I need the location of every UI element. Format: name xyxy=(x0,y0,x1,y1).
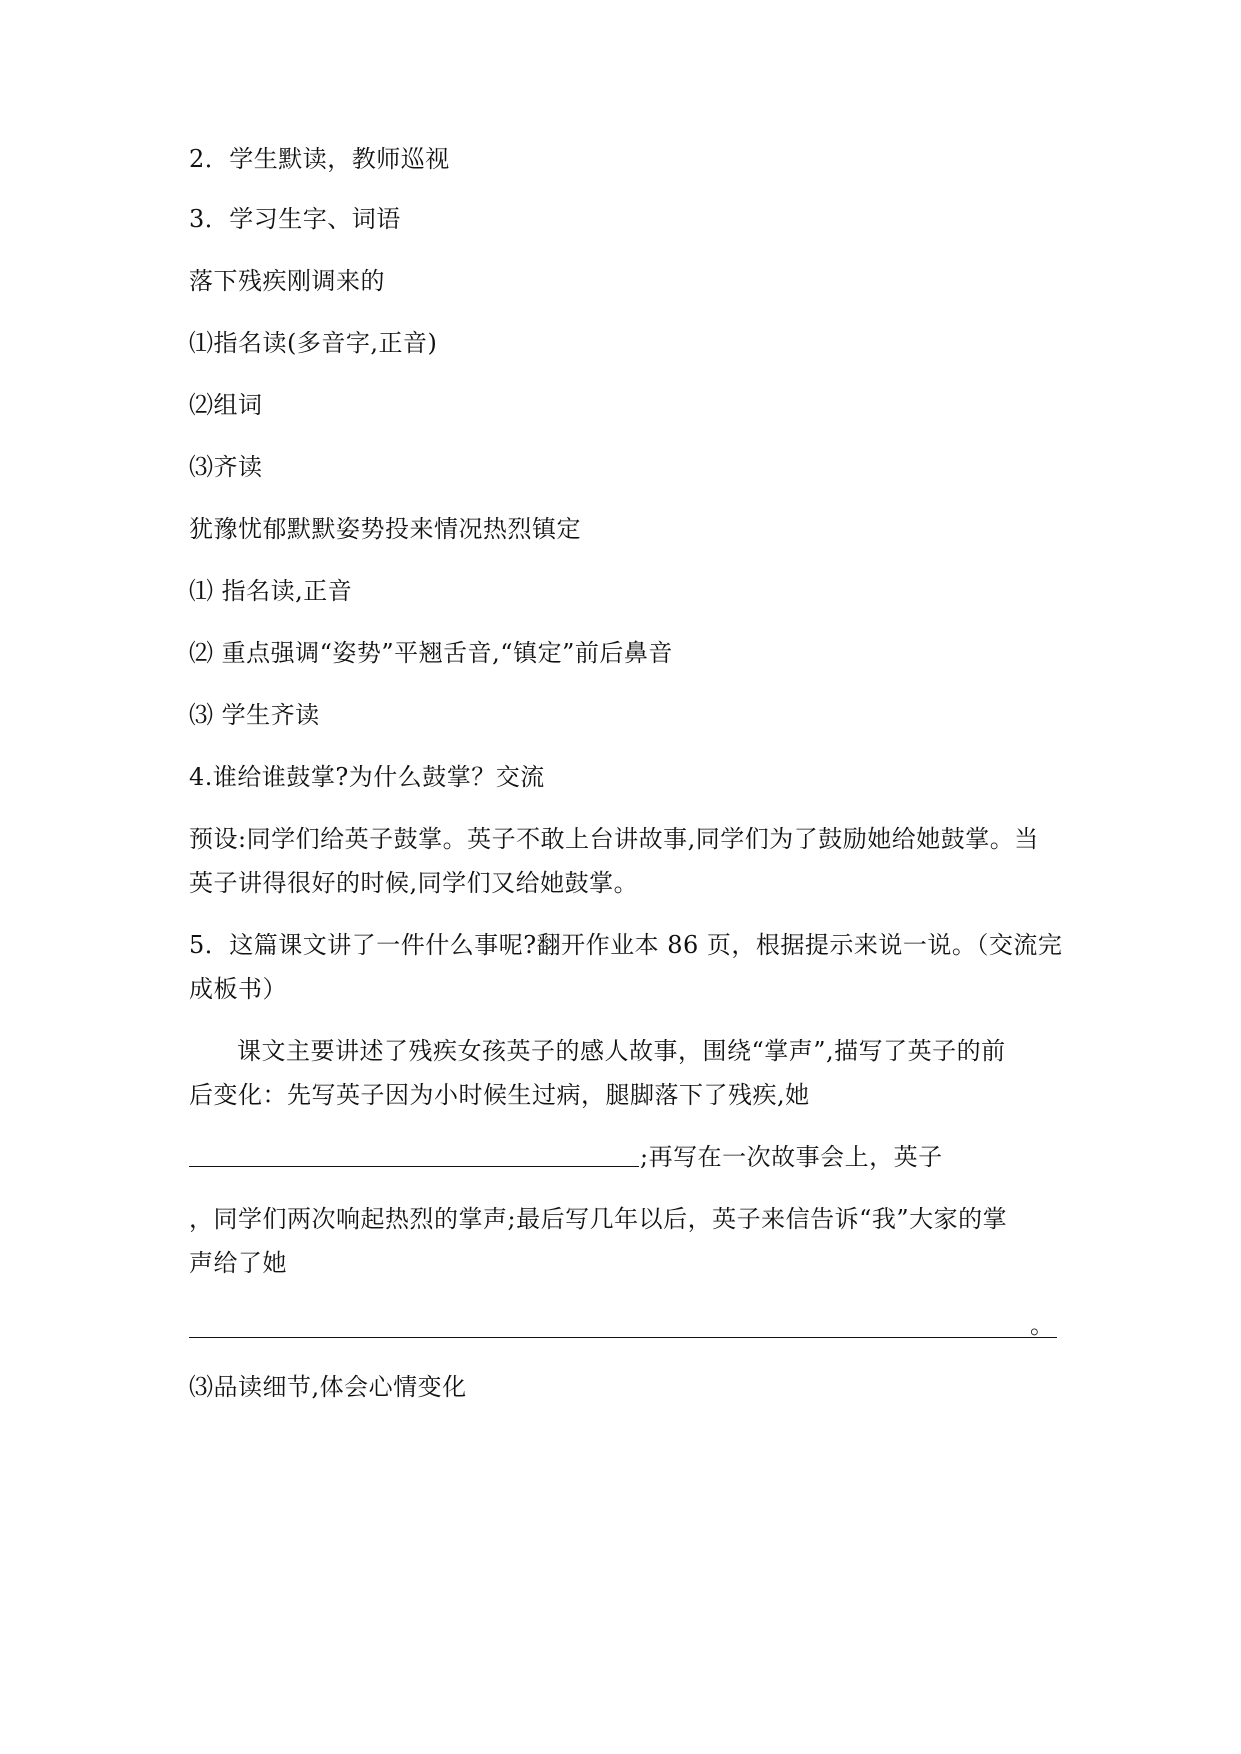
summary-line-4: ，同学们两次响起热烈的掌声;最后写几年以后，英子来信告诉“我”大家的掌 xyxy=(189,1205,1008,1233)
fill-blank-2[interactable] xyxy=(189,1337,1057,1338)
summary-line-3: ;再写在一次故事会上，英子 xyxy=(640,1143,943,1171)
step-5-question-line-1: 5．这篇课文讲了一件什么事呢?翻开作业本 86 页，根据提示来说一说。（交流完 xyxy=(189,931,1063,959)
step-3-learn-words: 3．学习生字、词语 xyxy=(189,205,401,233)
step-4-question: 4.谁给谁鼓掌?为什么鼓掌？交流 xyxy=(189,763,545,791)
word-list-1: 落下残疾刚调来的 xyxy=(189,267,385,295)
word-list-2-item-1: ⑴ 指名读,正音 xyxy=(189,577,353,605)
preset-answer-line-2: 英子讲得很好的时候,同学们又给她鼓掌。 xyxy=(189,869,639,897)
summary-line-2: 后变化：先写英子因为小时候生过病，腿脚落下了残疾,她 xyxy=(189,1081,810,1109)
preset-answer-line-1: 预设:同学们给英子鼓掌。英子不敢上台讲故事,同学们为了鼓励她给她鼓掌。当 xyxy=(189,825,1039,853)
word-list-1-item-3: ⑶齐读 xyxy=(189,453,263,481)
word-list-2-item-3: ⑶ 学生齐读 xyxy=(189,701,320,729)
summary-end-period: 。 xyxy=(1030,1311,1055,1339)
step-2-silent-reading: 2．学生默读，教师巡视 xyxy=(189,145,450,173)
summary-line-1: 课文主要讲述了残疾女孩英子的感人故事，围绕“掌声”,描写了英子的前 xyxy=(237,1037,1006,1065)
word-list-2: 犹豫忧郁默默姿势投来情况热烈镇定 xyxy=(189,515,581,543)
step-5-question-line-2: 成板书） xyxy=(189,975,287,1003)
word-list-2-item-2: ⑵ 重点强调“姿势”平翘舌音,“镇定”前后鼻音 xyxy=(189,639,673,667)
fill-blank-1[interactable] xyxy=(189,1166,639,1167)
summary-line-5: 声给了她 xyxy=(189,1249,287,1277)
section-3-heading: ⑶品读细节,体会心情变化 xyxy=(189,1373,467,1401)
word-list-1-item-1: ⑴指名读(多音字,正音) xyxy=(189,329,438,357)
word-list-1-item-2: ⑵组词 xyxy=(189,391,263,419)
